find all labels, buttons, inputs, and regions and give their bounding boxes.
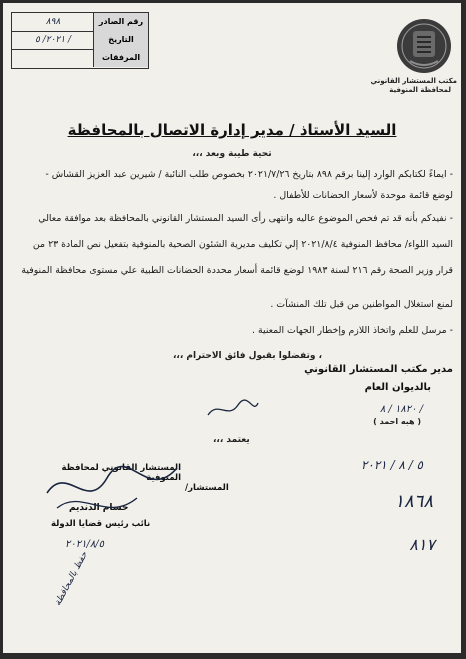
advisor-name: حسام الدنديم [69,503,129,513]
sender-handwritten-date: ١٨٢٠ / ٨ / [379,404,423,415]
advisor-word: المستشار/ [185,483,229,493]
date-row [12,31,148,50]
advisor-position: نائب رئيس قضايا الدولة [51,519,151,529]
body-line-2: لوضع قائمة موحدة لأسعار الحضانات للأطفال . [273,190,453,201]
issued-number-value: ٨٩٨ [45,17,61,27]
attachments-label: المرفقات [93,49,148,67]
reference-info-table [11,12,149,69]
approval-label: يعتمد ،،، [213,435,250,445]
body-line-3: - نفيدكم بأنه قد تم فحص الموضوع عاليه وانتهى رأى السيد المستشار القانوني بالمحافظة بعد موافقة معالي [38,213,453,224]
body-line-6: لمنع استغلال المواطنين من قبل تلك المنشآت . [270,299,453,310]
legal-advisor-title: المستشار القانوني لمحافظة المنوفية [61,463,181,483]
advisor-signature [37,453,187,533]
attachments-value [14,49,92,67]
body-line-4: السيد اللواء/ محافظ المنوفية ٢٠٢١/٨/٤ إلي تكليف مديرية الشئون الصحية بالمنوفية بتفعيل نص المادة ٢٣ من [32,239,453,250]
body-line-1: - ايماءً لكتابكم الوارد إلينا برقم ٨٩٨ بتاريخ ٢٠٢١/٧/٢٦ بخصوص طلب النائبة / شيرين عبد العزيز القشاش - [45,169,453,180]
handwritten-note-number: ١٨٦٨ [394,491,433,512]
issued-number-label: رقم الصادر [93,13,148,31]
side-handwritten-note: حفظ بالمحافظة [53,550,90,608]
date-value: ٢٠٢١/ ٥ / [35,35,71,45]
sender-department: بالديوان العام [364,382,431,393]
date-label: التاريخ [93,31,148,49]
addressee-heading: السيد الأستاذ / مدير إدارة الاتصال بالمحافظة [67,121,397,139]
sender-signature [203,395,263,425]
body-line-5: قرار وزير الصحة رقم ٢١٦ لسنة ١٩٨٣ لوضع قائمة أسعار محددة الحضانات الطبية علي مستوى محافظة المنوفية [21,265,453,276]
handwritten-note-ref: ٨١٧ [409,535,435,554]
office-name-line1: مكتب المستشار القانوني [370,77,457,85]
approval-handwritten-date: ٢٠٢١/٨/٥ [65,539,104,550]
governorate-seal-icon [395,17,453,75]
closing-line: ، وتفضلوا بقبول فائق الاحترام ،،، [173,351,323,361]
document-page [3,3,461,653]
office-name-line2: لمحافظة المنوفية [389,86,451,94]
issued-number-row [12,13,148,32]
sender-title: مدير مكتب المستشار القانوني [304,364,453,375]
greeting: تحية طيبة وبعد ،،، [192,149,272,159]
body-line-7: - مرسل للعلم واتخاذ اللازم وإخطار الجهات المعنية . [252,325,453,336]
attachments-row [12,49,148,67]
sender-name: ( هبه احمد ) [373,417,421,426]
handwritten-note-date: ٥ / ٨ / ٢٠٢١ [360,458,423,472]
